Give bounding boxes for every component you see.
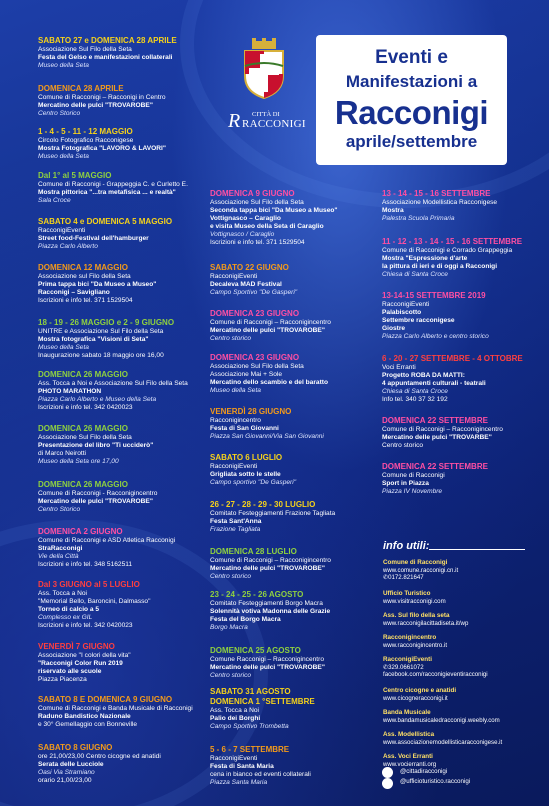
event-line: Sport in Piazza [382,480,429,487]
event-date: DOMENICA 12 MAGGIO [38,263,128,272]
info-item [383,687,543,702]
event-line: Comune di Racconigi - Racconigincentro [38,490,158,497]
event-line: RacconigiEventi [210,755,258,762]
info-item-name: Ufficio Turistico [383,590,431,597]
event-date: DOMENICA 22 SETTEMBRE [382,416,488,425]
event-line: Centro storico [210,573,252,580]
event-item [382,416,549,450]
event-date: SABATO 22 GIUGNO [210,263,289,272]
event-date: 13 - 14 - 15 - 16 SETTEMBRE [382,189,491,198]
info-title: info utili: [383,540,430,552]
event-line: Racconigincentro [210,417,261,424]
event-line: Iscrizioni e info tel. 371 1529504 [38,297,133,304]
event-line: Associazione Sul Filo della Seta [210,363,304,370]
event-line: Seconda tappa bici "Da Museo a Museo" [210,207,338,214]
event-date: SABATO 4 e DOMENICA 5 MAGGIO [38,217,173,226]
event-line: Raduno Bandistico Nazionale [38,713,131,720]
event-date: 26 - 27 - 28 - 29 - 30 LUGLIO [210,500,316,509]
event-date: SABATO 27 e DOMENICA 28 APRILE [38,36,177,45]
event-line: Campo sportivo "De Gasperi" [210,479,297,486]
event-line: Comune di Racconigi – Racconigincentro [210,319,331,326]
event-line: Frazione Tagliata [210,526,261,533]
event-date: 1 - 4 - 5 - 11 - 12 MAGGIO [38,127,133,136]
event-date: 23 - 24 - 25 - 26 AGOSTO [210,590,304,599]
event-line: Mostra [382,207,404,214]
event-item [38,370,218,412]
info-item-value[interactable]: www.visitracconigi.com [383,597,446,605]
event-item [382,354,549,404]
event-line: e 30° Gemellaggio con Bonneville [38,721,138,728]
info-item-value[interactable]: facebook.com/racconigieventiracconigi [383,670,488,678]
title-city: Racconigi [334,94,489,131]
event-line: Oasi Via Stramiano [38,769,95,776]
event-line: 4 appuntamenti culturali - teatrali [382,380,486,387]
info-item [383,559,543,581]
event-date: DOMENICA 25 AGOSTO [210,646,301,655]
event-date: VENERDÌ 7 GIUGNO [38,642,115,651]
info-item-value[interactable]: www.bandamusicaledracconigi.weebly.com [383,716,500,724]
event-item [210,745,390,787]
event-date: SABATO 31 AGOSTO [210,687,291,696]
event-date: 6 - 20 - 27 SETTEMBRE - 4 OTTOBRE [382,354,523,363]
event-line: Mostra "Espressione d'arte [382,255,468,262]
event-line: Iscrizioni e info tel. 348 5162511 [38,561,133,568]
event-line: Comune di Racconigi – Racconigincentro [382,426,503,433]
event-date: DOMENICA 22 SETTEMBRE [382,462,488,471]
event-line: Sala Croce [38,197,71,204]
event-line: Circolo Fotografico Racconigese [38,137,134,144]
event-line: Ass. Tocca a Noi e Associazione Sul Filo della Seta [38,380,188,387]
info-item [383,753,543,768]
event-line: Museo della Seta [210,387,261,394]
info-item [383,590,543,605]
info-item-value[interactable]: ✆329.0661072 [383,663,424,671]
info-item-name: Ass. Modellistica [383,731,435,738]
event-line: Mercatino delle pulci "TROVAROBE" [38,102,153,109]
event-item [210,590,390,632]
event-line: RacconigiEventi [210,463,258,470]
event-line: Torneo di calcio a 5 [38,606,100,613]
event-line: Iscrizioni e info tel. 342 0420023 [38,404,133,411]
event-date: DOMENICA 28 LUGLIO [210,547,297,556]
event-line: Mercatino delle pulci "TROVAROBE" [210,327,325,334]
event-line: Settembre racconigese [382,317,455,324]
event-line: Piazza Carlo Alberto e centro storico [382,333,489,340]
event-item [38,171,218,205]
crest-icon [241,38,287,100]
event-date: DOMENICA 23 GIUGNO [210,309,300,318]
event-item [38,263,218,305]
title-line-2: Manifestazioni a [345,72,478,91]
event-line: Vie della Città [38,553,79,560]
event-date: DOMENICA 23 GIUGNO [210,353,300,362]
event-date: Dal 1° al 5 MAGGIO [38,171,112,180]
event-line: "Memorial Bello, Baroncini, Dalmasso" [38,598,151,605]
event-line: Piazza IV Novembre [382,488,443,495]
event-date: 11 - 12 - 13 - 14 - 15 - 16 SETTEMBRE [382,237,523,246]
info-item-value[interactable]: www.racconigincentro.it [383,641,448,649]
event-line: Chiesa di Santa Croce [382,271,448,278]
info-item [383,709,543,724]
event-line: Voci Erranti [382,364,416,371]
event-item [38,84,218,118]
event-line: Vottignasco / Caraglio [210,231,275,238]
event-line: Centro Storico [38,506,81,513]
event-line: Comune di Racconigi e Corrado Grappeggia [382,247,513,254]
event-line: Comune di Racconigi e ASD Atletica Racconigi [38,537,176,544]
event-item [210,453,390,487]
event-line: Palio dei Borghi [210,715,261,722]
event-line: Comune di Racconigi – Racconigi in Centro [38,94,166,101]
event-line: Museo della Seta [38,62,89,69]
event-date: DOMENICA 28 APRILE [38,84,124,93]
event-line: riservato alle scuole [38,668,102,675]
info-item-value[interactable]: www.associazionemodellisticaracconigese.it [383,738,503,746]
event-line: Associazione Sul Filo della Seta [38,434,132,441]
event-line: Festa del Gelso e manifestazioni collaterali [38,54,173,61]
event-item [38,480,218,514]
event-date: DOMENICA 2 GIUGNO [38,527,123,536]
event-line: Comitato Festeggiamenti Borgo Macra [210,600,323,607]
event-line: Comune di Racconigi [382,472,445,479]
event-line: orario 21,00/23,00 [38,777,92,784]
event-line: Solennità votiva Madonna delle Grazie [210,608,331,615]
instagram-handle[interactable]: @cittadiracconigi [400,768,448,775]
info-item-value[interactable]: www.comune.racconigi.cn.it [383,566,459,574]
event-line: Festa di Santa Maria [210,763,274,770]
event-line: Vottignasco – Caraglio [210,215,281,222]
event-item [210,646,390,680]
event-line: Mostra Fotografica "LAVORO & LAVORI" [38,145,166,152]
event-item [382,462,549,496]
event-line: la pittura di ieri e di oggi a Racconigi [382,263,498,270]
event-item [210,309,390,343]
event-line: Festa Sant'Anna [210,518,262,525]
event-line: Palabiscotto [382,309,422,316]
event-line: RacconigiEventi [210,273,258,280]
info-item [383,634,543,649]
event-line: Iscrizioni e info tel. 371 1529504 [210,239,305,246]
event-line: Festa di San Giovanni [210,425,279,432]
event-item [38,642,218,684]
event-line: Associazione sul Filo della Seta [38,273,131,280]
event-line: Mercatino dello scambio e del baratto [210,379,328,386]
event-line: Palestra Scuola Primaria [382,215,455,222]
info-item-name: Comune di Racconigi [383,559,448,566]
event-line: "Racconigi Color Run 2019 [38,660,123,667]
event-line: Street food-Festival dell'hamburger [38,235,149,242]
title-line-1: Eventi e [375,47,448,68]
event-line: Campo Sportivo Trombetta [210,723,289,730]
info-item-name: Racconigincentro [383,634,437,641]
event-date: 5 - 6 - 7 SETTEMBRE [210,745,290,754]
event-line: Prima tappa bici "Da Museo a Museo" [38,281,157,288]
event-date: DOMENICA 26 MAGGIO [38,370,128,379]
event-line: Centro storico [382,442,424,449]
event-item [210,500,390,534]
info-item-name: RacconigiEventi [383,656,432,663]
event-line: di Marco Neirotti [38,450,87,457]
event-line: Decaleva MAD Festival [210,281,282,288]
info-item-value[interactable]: ✆0172.821647 [383,573,424,581]
event-line: Associazione "I colori della vita" [38,652,131,659]
event-line: Campo Sportivo "De Gasperi" [210,289,298,296]
event-item [38,318,218,360]
event-date: 18 - 19 - 26 MAGGIO e 2 - 9 GIUGNO [38,318,175,327]
event-date: VENERDÌ 28 GIUGNO [210,407,292,416]
event-line: Comune Racconigi – Racconigincentro [210,656,324,663]
event-line: Chiesa di Santa Croce [382,388,448,395]
info-section [383,540,533,768]
event-line: Complesso ex GIL [38,614,93,621]
event-line: Iscrizioni e info tel. 342 0420023 [38,622,133,629]
info-item [383,612,543,627]
event-date: SABATO 6 LUGLIO [210,453,283,462]
event-date: DOMENICA 9 GIUGNO [210,189,295,198]
event-line: Mercatino delle pulci "TROVAROBE" [210,565,325,572]
event-line: Piazza Piacenza [38,676,87,683]
event-item [38,743,218,785]
facebook-handle[interactable]: @ufficioturistico.racconigi [400,778,471,785]
event-line: Mostra fotografica "Visioni di Seta" [38,336,149,343]
event-item [38,36,218,70]
event-item [382,237,549,279]
event-line: Piazza San Giovanni/Via San Giovanni [210,433,324,440]
event-line: Grigliata sotto le stelle [210,471,281,478]
event-line: RacconigiEventi [38,227,86,234]
event-line: Museo della Seta [38,344,89,351]
event-item [38,424,218,466]
event-line: Centro Storico [38,110,81,117]
event-item [38,580,218,630]
event-item [210,407,390,441]
event-line: UNITRE e Associazione Sul Filo della Seta [38,328,164,335]
instagram-icon [382,767,393,778]
info-item-value[interactable]: www.racconigilacittadiseta.it/wp [383,619,469,627]
logo-small-text: CITTÀ DI [252,111,280,118]
facebook-icon [382,778,393,789]
info-divider [429,549,525,550]
event-line: Comune di Racconigi - Grappeggia C. e Curletto E. [38,181,188,188]
event-date: SABATO 8 GIUGNO [38,743,113,752]
event-line: Racconigi – Savigliano [38,289,110,296]
logo-initial: R [228,110,241,132]
event-line: Mostra pittorica "...tra metafisica ... e realtà" [38,189,176,196]
event-item [210,353,390,395]
event-item [210,263,390,297]
event-item [38,527,218,569]
event-line: Associazione Sul Filo della Seta [38,46,132,53]
event-item [210,687,390,731]
event-line: ore 21,00/23,00 Centro cicogne ed anatidi [38,753,161,760]
event-line: Progetto ROBA DA MATTI: [382,372,465,379]
info-item-value[interactable]: www.cicogneracconigi.it [383,694,448,702]
event-line: e visita Museo della Seta di Caraglio [210,223,324,230]
event-line: Piazza Carlo Alberto [38,243,98,250]
event-line: Mercatino delle pulci "TROVAROBE" [38,498,153,505]
event-line: PHOTO MARATHON [38,388,102,395]
event-line: Comune di Racconigi e Banda Musicale di Racconigi [38,705,193,712]
event-line: Piazza Santa Maria [210,779,268,786]
event-line: Borgo Macra [210,624,248,631]
event-item [38,217,218,251]
event-line: Centro storico [210,672,252,679]
event-date-2: DOMENICA 1 °SETTEMBRE [210,697,315,706]
event-line: Presentazione del libro "Ti ucciderò" [38,442,154,449]
event-line: Inaugurazione sabato 18 maggio ore 16,00 [38,352,164,359]
event-date: Dal 3 GIUGNO al 5 LUGLIO [38,580,140,589]
info-item-value[interactable]: www.vocierranti.org [383,760,437,768]
event-item [210,189,390,247]
info-item [383,656,543,678]
event-line: Ass. Tocca a Noi [38,590,87,597]
event-line: Ass. Tocca a Noi [210,707,259,714]
info-item-name: Ass. Voci Erranti [383,753,433,760]
event-line: Piazza Carlo Alberto e Museo della Seta [38,396,157,403]
info-item [383,731,543,746]
event-line: Mercatino delle pulci "TROVAROBE" [210,664,325,671]
event-line: Info tel. 340 37 32 192 [382,396,448,403]
info-item-name: Centro cicogne e anatidi [383,687,457,694]
event-line: Giostre [382,325,406,332]
event-line: Comitato Festeggiamenti Frazione Tagliata [210,510,336,517]
logo-name: RACCONIGI [242,118,306,130]
event-item [382,291,549,341]
info-item-name: Banda Musicale [383,709,431,716]
event-line: Serata delle Lucciole [38,761,104,768]
event-line: RacconigiEventi [382,301,430,308]
event-line: cena in bianco ed eventi collaterali [210,771,311,778]
title-period: aprile/settembre [345,132,478,151]
event-item [38,127,218,161]
event-item [38,695,218,729]
event-date: DOMENICA 26 MAGGIO [38,480,128,489]
event-line: Associazione Mai + Sole [210,371,283,378]
event-date: DOMENICA 26 MAGGIO [38,424,128,433]
event-line: Festa del Borgo Macra [210,616,281,623]
event-line: Museo della Seta ore 17,00 [38,458,119,465]
event-date: SABATO 8 E DOMENICA 9 GIUGNO [38,695,173,704]
info-item-name: Ass. Sul filo della seta [383,612,450,619]
event-line: Comune di Racconigi – Racconigincentro [210,557,331,564]
event-line: StraRacconigi [38,545,83,552]
event-line: Centro storico [210,335,252,342]
event-line: Museo della Seta [38,153,89,160]
title-box [316,35,507,165]
event-line: Associazione Sul Filo della Seta [210,199,304,206]
event-line: Mercatino delle pulci "TROVARBE" [382,434,492,441]
event-line: Associazione Modellistica Racconigese [382,199,498,206]
event-item [210,547,390,581]
event-item [382,189,549,223]
event-date: 13-14-15 SETTEMBRE 2019 [382,291,486,300]
